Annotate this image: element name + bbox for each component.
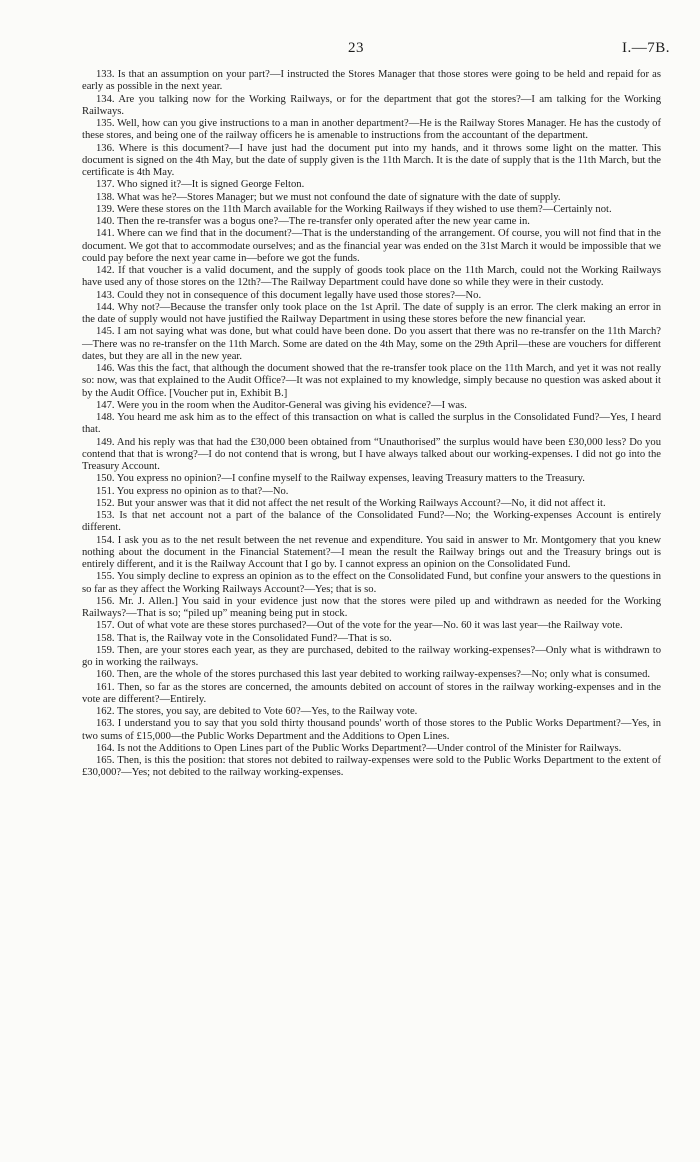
paragraph-163: 163. I understand you to say that you sold thirty thousand pounds' worth of those stores to the Public Works Department?—Yes, in two sums of £15,000—the Public Works Department and the Additions to Open Lines. bbox=[82, 718, 661, 742]
paragraph-164: 164. Is not the Additions to Open Lines part of the Public Works Department?—Under control of the Minister for Railways. bbox=[96, 742, 622, 754]
paragraph-152: 152. But your answer was that it did not affect the net result of the Working Railways Account?—No, it did not affect it. bbox=[96, 497, 606, 509]
paragraph-157: 157. Out of what vote are these stores purchased?—Out of the vote for the year—No. 60 it was last year—the Railway vote. bbox=[96, 620, 623, 632]
paragraph-136: 136. Where is this document?—I have just had the document put into my hands, and it throws some light on the matter. This document is signed on the 4th May, but the date of supply given is the 11th March. It is the date of supply that is the 11th March, but the certificate is 4th May. bbox=[82, 142, 661, 178]
paragraph-149: 149. And his reply was that had the £30,000 been obtained from “Unauthorised” the surplus would have been £30,000 less? Do you contend that that is wrong?—I do not contend that is wrong, but I have always talked about our working-expenses. I did not go into the Treasury Account. bbox=[82, 436, 661, 472]
paragraph-133: 133. Is that an assumption on your part?—I instructed the Stores Manager that those stores were going to be held and repaid for as early as possible in the next year. bbox=[82, 69, 661, 93]
document-code: I.—7B. bbox=[622, 40, 670, 56]
paragraph-165: 165. Then, is this the position: that stores not debited to railway-expenses were sold to the Public Works Department to the extent of £30,000?—Yes; not debited to the railway working-expenses. bbox=[82, 755, 661, 779]
paragraph-159: 159. Then, are your stores each year, as they are purchased, debited to the railway working-expenses?—Only what is withdrawn to go in working the railways. bbox=[82, 644, 661, 668]
paragraph-142: 142. If that voucher is a valid document, and the supply of goods took place on the 11th March, could not the Working Railways have used any of those stores on the 12th?—The Railway Department could have done so while they were in their custody. bbox=[82, 265, 661, 289]
paragraph-134: 134. Are you talking now for the Working Railways, or for the department that got the stores?—I am talking for the Working Railways. bbox=[82, 93, 661, 117]
paragraph-150: 150. You express no opinion?—I confine myself to the Railway expenses, leaving Treasury matters to the Treasury. bbox=[96, 473, 585, 485]
minutes-of-evidence bbox=[82, 69, 661, 780]
paragraph-154: 154. I ask you as to the net result between the net revenue and expenditure. You said in answer to Mr. Montgomery that you knew nothing about the document in the Financial Statement?—I mean the result the Railway brings out and the Treasury brings out is entirely different, and it is the Railway Account that I go by. I cannot express an opinion on the Consolidated Fund. bbox=[82, 534, 661, 570]
paragraph-162: 162. The stores, you say, are debited to Vote 60?—Yes, to the Railway vote. bbox=[96, 706, 418, 717]
paragraph-158: 158. That is, the Railway vote in the Consolidated Fund?—That is so. bbox=[96, 632, 392, 644]
paragraph-141: 141. Where can we find that in the document?—That is the understanding of the arrangement. Of course, you will not find that in the document. We got that to accommodate ourselves; and as the financial year was ended on the 31st March it would be impossible that we could pay before the next year came in—before we got the funds. bbox=[82, 228, 661, 264]
paragraph-138: 138. What was he?—Stores Manager; but we must not confound the date of signature with the date of supply. bbox=[96, 191, 561, 203]
page-number: 23 bbox=[348, 40, 364, 56]
paragraph-148: 148. You heard me ask him as to the effect of this transaction on what is called the surplus in the Consolidated Fund?—Yes, I heard that. bbox=[82, 412, 661, 436]
paragraph-151: 151. You express no opinion as to that?—No. bbox=[96, 485, 289, 497]
paragraph-156: 156. Mr. J. Allen.] You said in your evidence just now that the stores were piled up and withdrawn as needed for the Working Railways?—That is so; “piled up” meaning being put in stock. bbox=[82, 595, 661, 619]
paragraph-145: 145. I am not saying what was done, but what could have been done. Do you assert that there was no re-transfer on the 11th March?—There was no re-transfer on the 11th March. Some are dated on the 4th May, some on the 29th April—these are vouchers for different dates, but they are all in the new year. bbox=[82, 326, 661, 362]
paragraph-135: 135. Well, how can you give instructions to a man in another department?—He is the Railway Stores Manager. He has the custody of these stores, and being one of the railway officers he is amenable to instructions from the accountant of the department. bbox=[82, 118, 661, 142]
paragraph-140: 140. Then the re-transfer was a bogus one?—The re-transfer only operated after the new year came in. bbox=[96, 216, 530, 227]
paragraph-161: 161. Then, so far as the stores are concerned, the amounts debited on account of stores in the railway working-expenses and in the vote are different?—Entirely. bbox=[82, 681, 661, 705]
paragraph-143: 143. Could they not in consequence of this document legally have used those stores?—No. bbox=[96, 289, 482, 301]
paragraph-139: 139. Were these stores on the 11th March available for the Working Railways if they wished to use them?—Certainly not. bbox=[96, 203, 612, 215]
paragraph-155: 155. You simply decline to express an opinion as to the effect on the Consolidated Fund, but confine your answers to the questions in so far as they affect the Working Railways Account?—Yes; that is so. bbox=[82, 571, 661, 595]
paragraph-160: 160. Then, are the whole of the stores purchased this last year debited to working railway-expenses?—No; only what is consumed. bbox=[96, 669, 651, 681]
paragraph-137: 137. Who signed it?—It is signed George Felton. bbox=[96, 179, 305, 191]
paragraph-144: 144. Why not?—Because the transfer only took place on the 1st April. The date of supply is an error. The clerk making an error in the date of supply would not have justified the Railway Department in using these stores before the new financial year. bbox=[82, 301, 661, 325]
paragraph-146: 146. Was this the fact, that although the document showed that the re-transfer took place on the 11th March, and yet it was not really so: now, was that explained to the Audit Office?—It was not explained to my knowledge, simply because no question was asked about it by the Audit Office. [Voucher put in, Exhibit B.] bbox=[82, 363, 661, 399]
paragraph-147: 147. Were you in the room when the Auditor-General was giving his evidence?—I was. bbox=[96, 399, 467, 411]
paragraph-153: 153. Is that net account not a part of the balance of the Consolidated Fund?—No; the Working-expenses Account is entirely different. bbox=[82, 510, 661, 534]
